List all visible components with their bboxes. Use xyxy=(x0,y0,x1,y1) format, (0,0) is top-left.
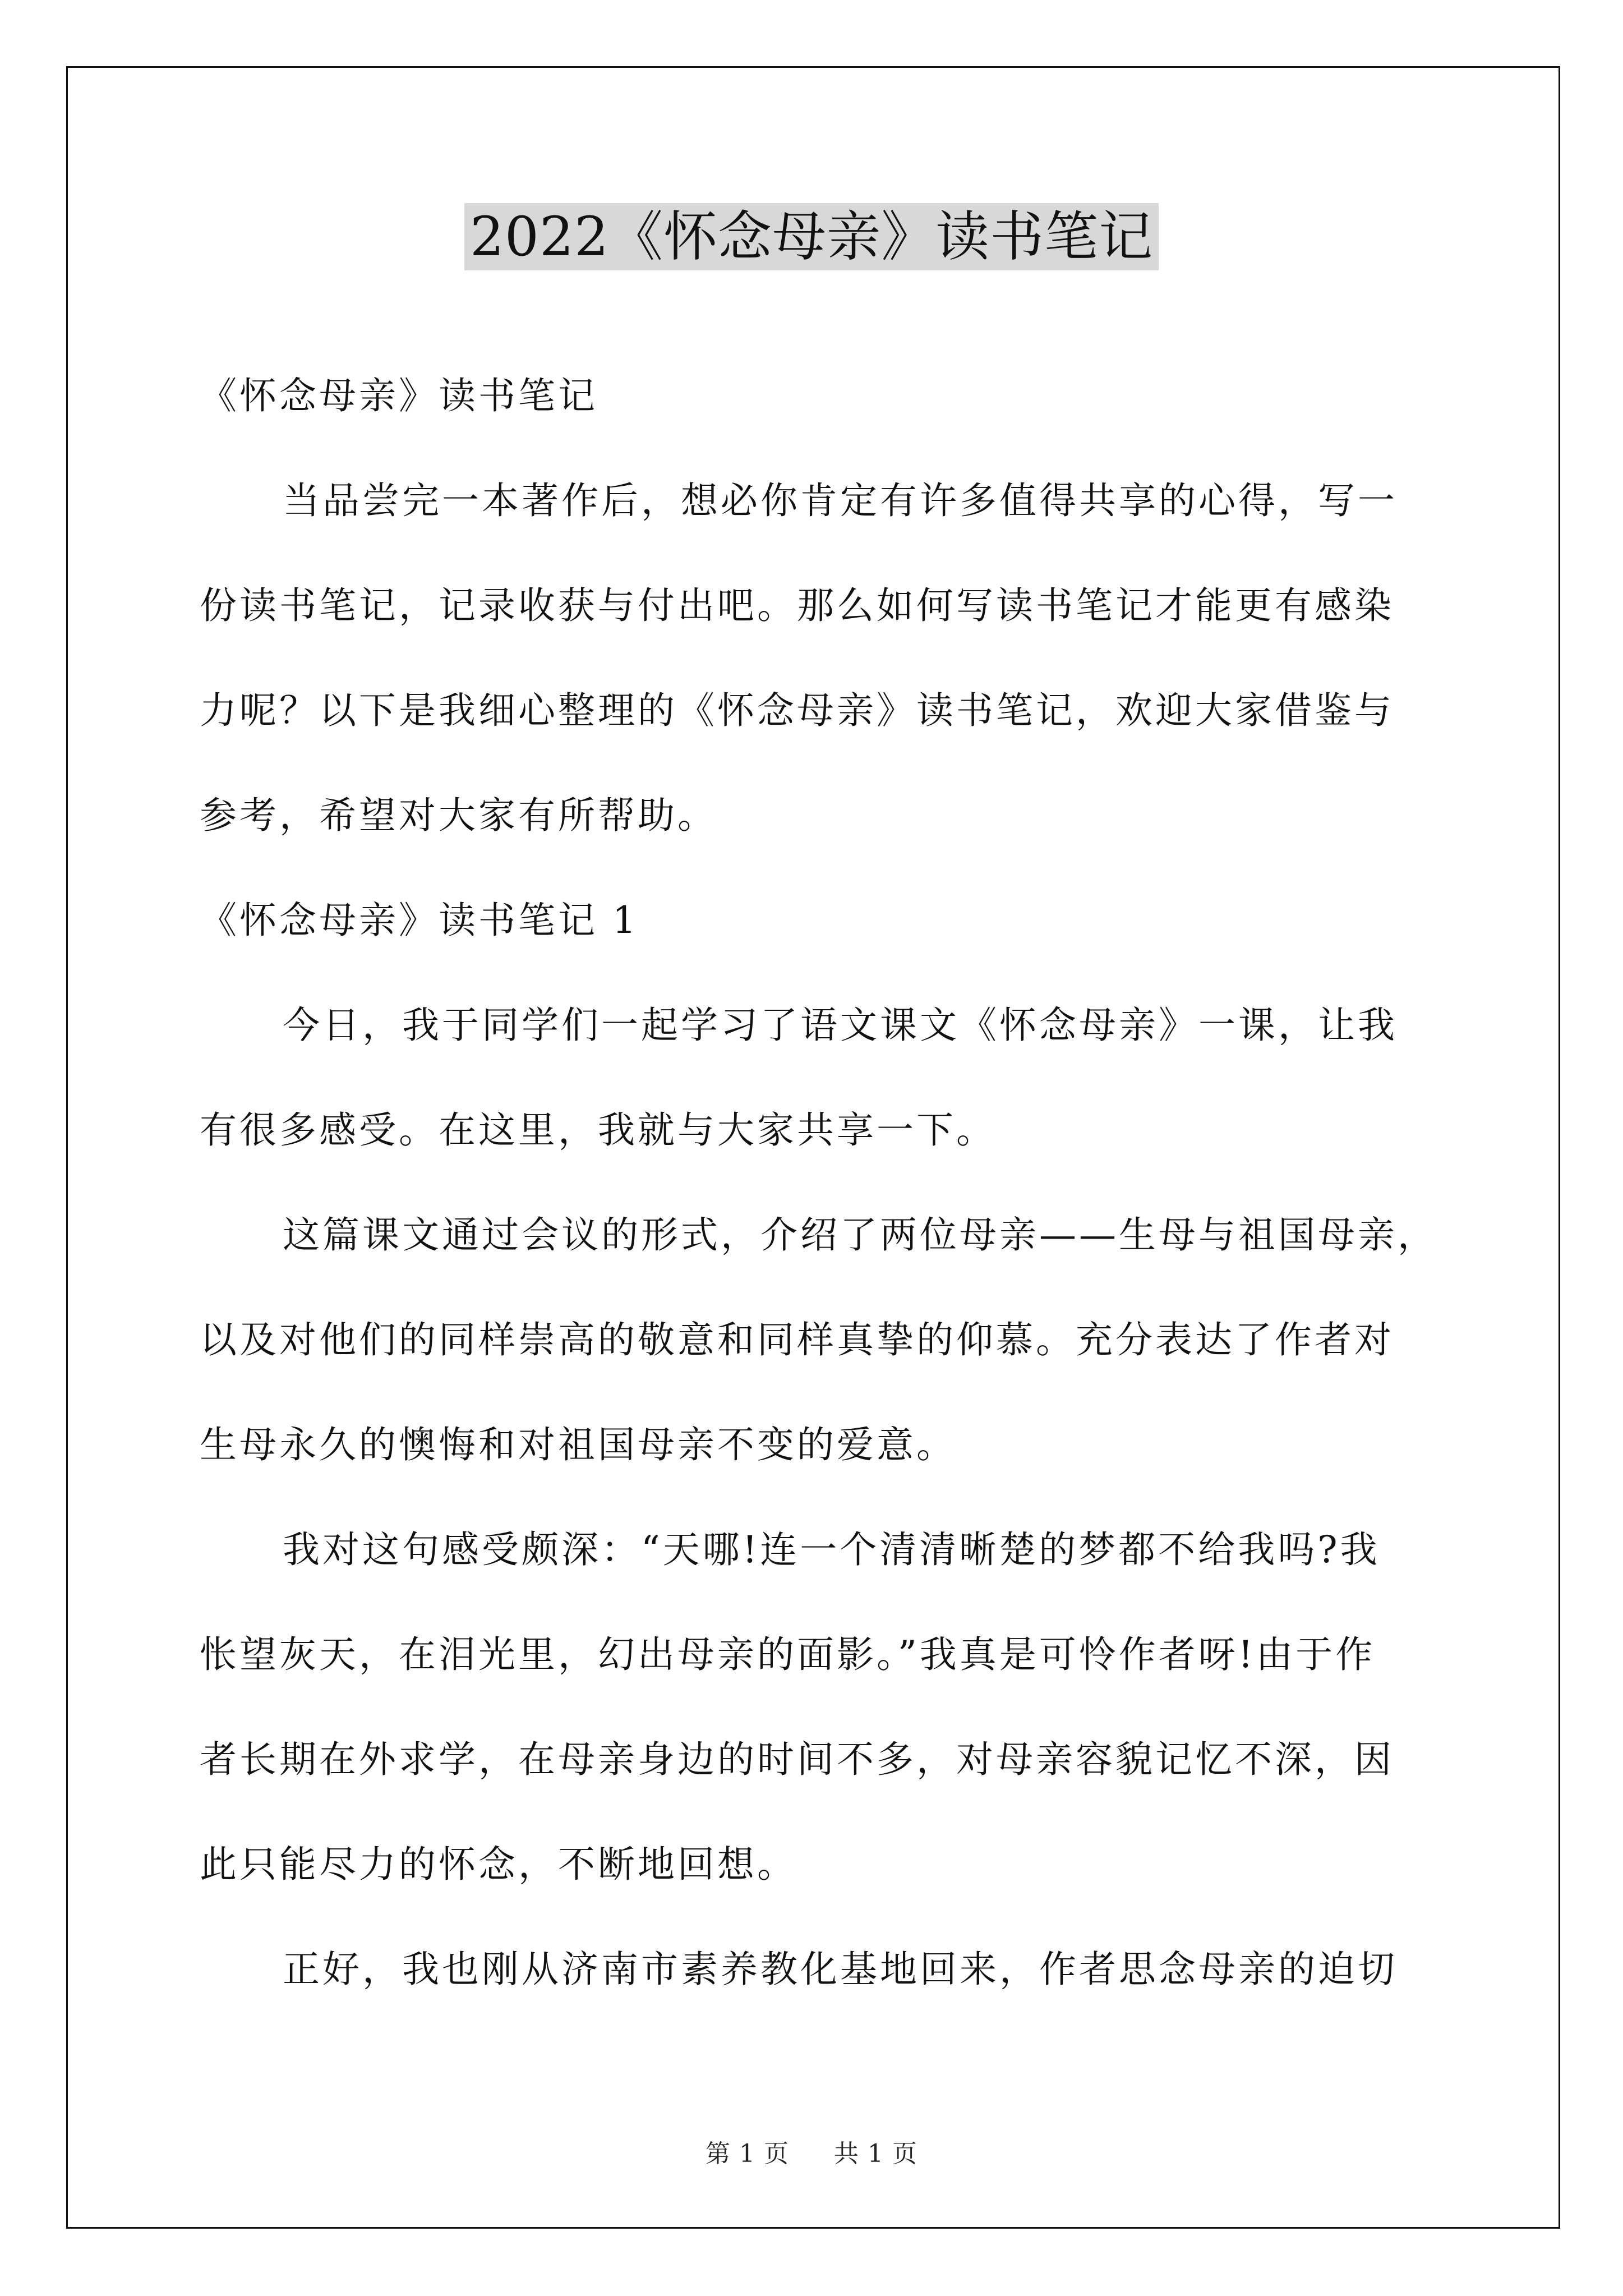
paragraph-line: 以及对他们的同样崇高的敬意和同样真挚的仰慕。充分表达了作者对 xyxy=(200,1318,1394,1361)
document-title xyxy=(0,197,1623,276)
paragraph-line: 当品尝完一本著作后，想必你肯定有许多值得共享的心得，写一 xyxy=(283,479,1398,522)
paragraph-line: 这篇课文通过会议的形式，介绍了两位母亲——生母与祖国母亲， xyxy=(283,1213,1437,1257)
page-footer xyxy=(0,2137,1623,2171)
paragraph-line: 力呢？以下是我细心整理的《怀念母亲》读书笔记，欢迎大家借鉴与 xyxy=(200,689,1394,732)
paragraph-line: 份读书笔记，记录收获与付出吧。那么如何写读书笔记才能更有感染 xyxy=(200,584,1394,627)
page-number: 第 1 页 xyxy=(706,2139,789,2168)
document-body xyxy=(200,343,1461,2022)
page-total: 共 1 页 xyxy=(834,2139,917,2168)
paragraph-line: 《怀念母亲》读书笔记 xyxy=(200,374,598,417)
paragraph-line: 《怀念母亲》读书笔记 1 xyxy=(200,899,639,942)
paragraph-line: 有很多感受。在这里，我就与大家共享一下。 xyxy=(200,1108,996,1152)
paragraph-line: 正好，我也刚从济南市素养教化基地回来，作者思念母亲的迫切 xyxy=(283,1948,1398,1991)
paragraph-line: 我对这句感受颇深：“天哪!连一个清清晰楚的梦都不给我吗?我 xyxy=(283,1528,1380,1571)
paragraph-line: 生母永久的懊悔和对祖国母亲不变的爱意。 xyxy=(200,1423,956,1466)
paragraph-line: 者长期在外求学，在母亲身边的时间不多，对母亲容貌记忆不深，因 xyxy=(200,1738,1394,1781)
document-title-text: 2022《怀念母亲》读书笔记 xyxy=(464,203,1159,270)
paragraph-line: 怅望灰天，在泪光里，幻出母亲的面影。”我真是可怜作者呀!由于作 xyxy=(200,1633,1376,1676)
paragraph-line: 此只能尽力的怀念，不断地回想。 xyxy=(200,1843,797,1886)
paragraph-line: 今日，我于同学们一起学习了语文课文《怀念母亲》一课，让我 xyxy=(283,1004,1398,1047)
paragraph-line: 参考，希望对大家有所帮助。 xyxy=(200,794,717,837)
